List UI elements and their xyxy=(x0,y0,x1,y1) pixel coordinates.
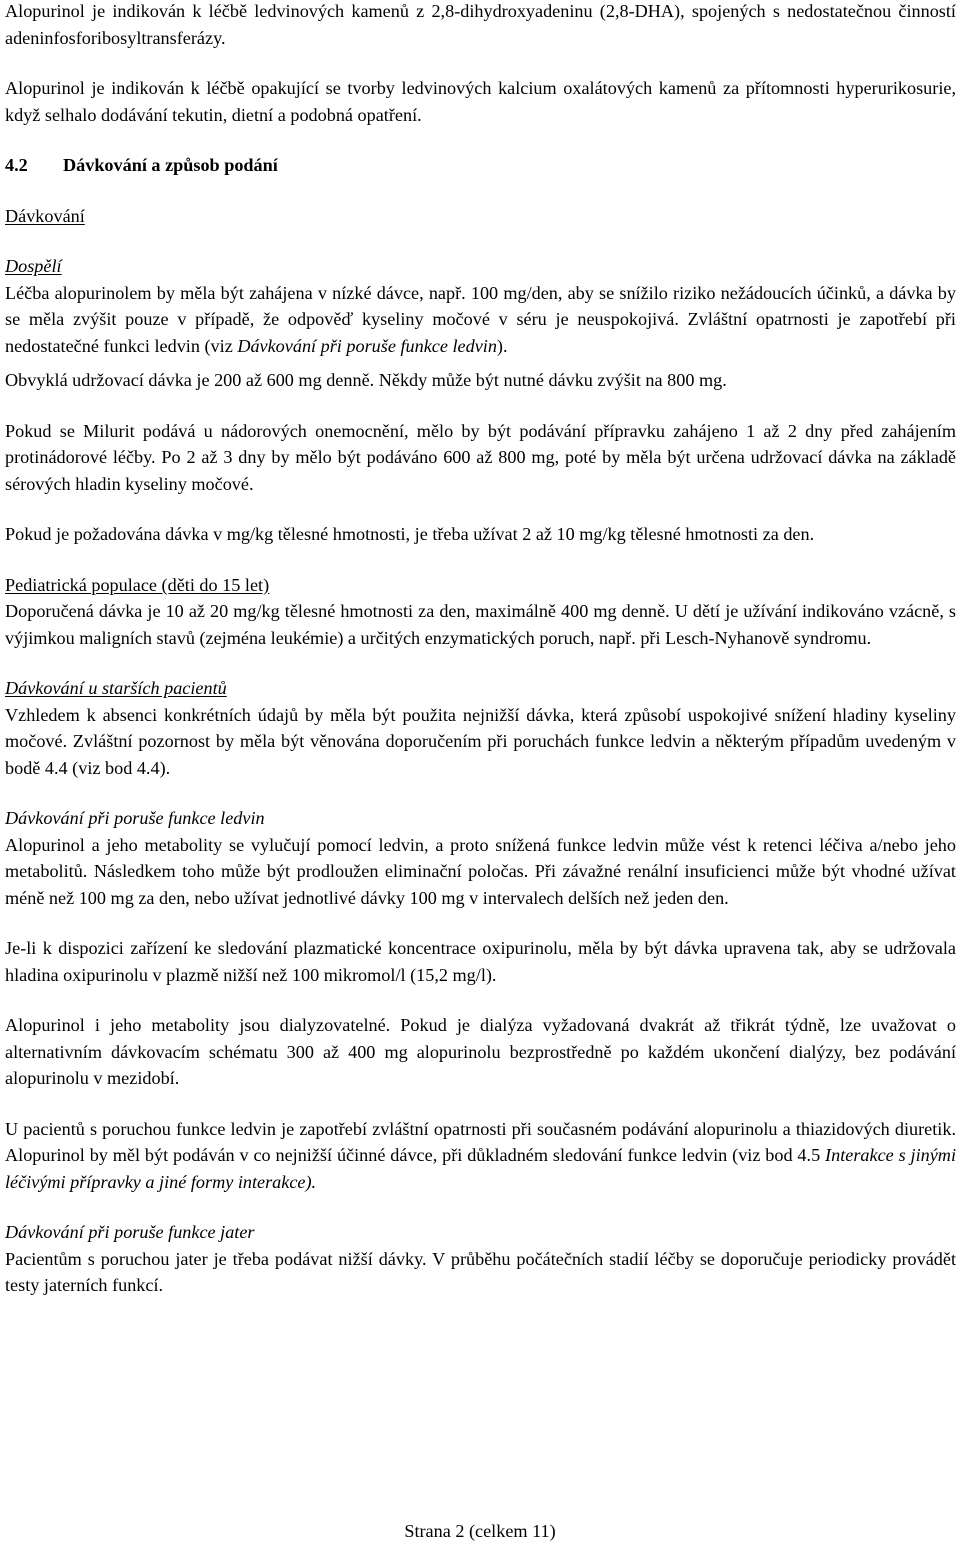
renal-paragraph-3: Alopurinol i jeho metabolity jsou dialyzovatelné. Pokud je dialýza vyžadovaná dvakrát až třikrát týdně, lze uvažovat o alternativním dávkovacím schématu 300 až 400 mg alopurinolu bezprostředně po každém ukončení dialýzy, bez podávání alopurinolu v mezidobí. xyxy=(5,1015,956,1088)
elderly-heading: Dávkování u starších pacientů xyxy=(5,678,227,698)
hepatic-heading: Dávkování při poruše funkce jater xyxy=(5,1222,255,1242)
adults-paragraph-1: Léčba alopurinolem by měla být zahájena v nízké dávce, např. 100 mg/den, aby se snížilo riziko nežádoucích účinků, a dávka by se měla zvýšit pouze v případě, že odpověď kyseliny močové v séru je neuspokojivá. Zvláštní opatrnosti je zapotřebí při nedostatečné funkci ledvin (viz Dávkování při poruše funkce ledvin). xyxy=(5,282,956,356)
dosing-heading: Dávkování xyxy=(5,205,85,226)
hepatic-paragraph: Pacientům s poruchou jater je třeba podávat nižší dávky. V průběhu počátečních stadií léčby se doporučuje periodicky provádět testy jaterních funkcí. xyxy=(5,1248,956,1295)
document-page xyxy=(5,0,956,1299)
pediatric-heading: Pediatrická populace (děti do 15 let) xyxy=(5,574,270,595)
adults-heading: Dospělí xyxy=(5,256,62,276)
elderly-paragraph: Vzhledem k absenci konkrétních údajů by měla být použita nejnižší dávka, která způsobí uspokojivé snížení hladiny kyseliny močové. Zvláštní pozornost by měla být věnována doporučením při poruchách funkce ledvin a některým případům uvedeným v bodě 4.4 (viz bod 4.4). xyxy=(5,704,956,778)
pediatric-paragraph: Doporučená dávka je 10 až 20 mg/kg tělesné hmotnosti za den, maximálně 400 mg denně. U dětí je užívání indikováno vzácně, s výjimkou maligních stavů (zejména leukémie) a určitých enzymatických poruch, např. při Lesch-Nyhanově syndromu. xyxy=(5,601,956,648)
page-footer: Strana 2 (celkem 11) xyxy=(404,1521,556,1541)
renal-paragraph-1: Alopurinol a jeho metabolity se vylučují pomocí ledvin, a proto snížená funkce ledvin může vést k retenci léčiva a/nebo jeho metabolitů. Následkem toho může být prodloužen eliminační poločas. Při závažné renální insuficienci může být vhodné užívat méně než 100 mg za den, nebo užívat jednotlivé dávky 100 mg v intervalech delších než jeden den. xyxy=(5,834,956,908)
section-number: 4.2 xyxy=(5,155,28,175)
adults-paragraph-2: Obvyklá udržovací dávka je 200 až 600 mg denně. Někdy může být nutné dávku zvýšit na 800 mg. xyxy=(5,370,727,390)
interaction-reference: Interakce s jinými léčivými přípravky a jiné formy interakce). xyxy=(5,1145,956,1192)
renal-heading: Dávkování při poruše funkce ledvin xyxy=(5,808,265,828)
renal-paragraph-4: U pacientů s poruchou funkce ledvin je zapotřebí zvláštní opatrnosti při současném podávání alopurinolu a thiazidových diuretik. Alopurinol by měl být podáván v co nejnižší účinné dávce, při důkladném sledování funkce ledvin (viz bod 4.5 Interakce s jinými léčivými přípravky a jiné formy interakce). xyxy=(5,1118,956,1192)
adults-paragraph-3: Pokud se Milurit podává u nádorových onemocnění, mělo by být podávání přípravku zahájeno 1 až 2 dny před zahájením protinádorové léčby. Po 2 až 3 dny by mělo být podáváno 600 až 800 mg, poté by měla být určena udržovací dávka na základě sérových hladin kyseliny močové. xyxy=(5,420,956,494)
adults-paragraph-4: Pokud je požadována dávka v mg/kg tělesné hmotnosti, je třeba užívat 2 až 10 mg/kg tělesné hmotnosti za den. xyxy=(5,524,815,544)
indication-paragraph-oxalate: Alopurinol je indikován k léčbě opakující se tvorby ledvinových kalcium oxalátových kamenů za přítomnosti hyperurikosurie, když selhalo dodávání tekutin, dietní a podobná opatření. xyxy=(5,78,956,125)
renal-dosing-reference: Dávkování při poruše funkce ledvin xyxy=(237,335,497,356)
indication-paragraph-dha: Alopurinol je indikován k léčbě ledvinových kamenů z 2,8-dihydroxyadeninu (2,8-DHA), spojených s nedostatečnou činností adeninfosforibosyltransferázy. xyxy=(5,1,956,48)
section-title: Dávkování a způsob podání xyxy=(63,155,278,175)
section-heading xyxy=(5,152,956,179)
renal-paragraph-2: Je-li k dispozici zařízení ke sledování plazmatické koncentrace oxipurinolu, měla by být dávka upravena tak, aby se udržovala hladina oxipurinolu v plazmě nižší než 100 mikromol/l (15,2 mg/l). xyxy=(5,938,956,985)
